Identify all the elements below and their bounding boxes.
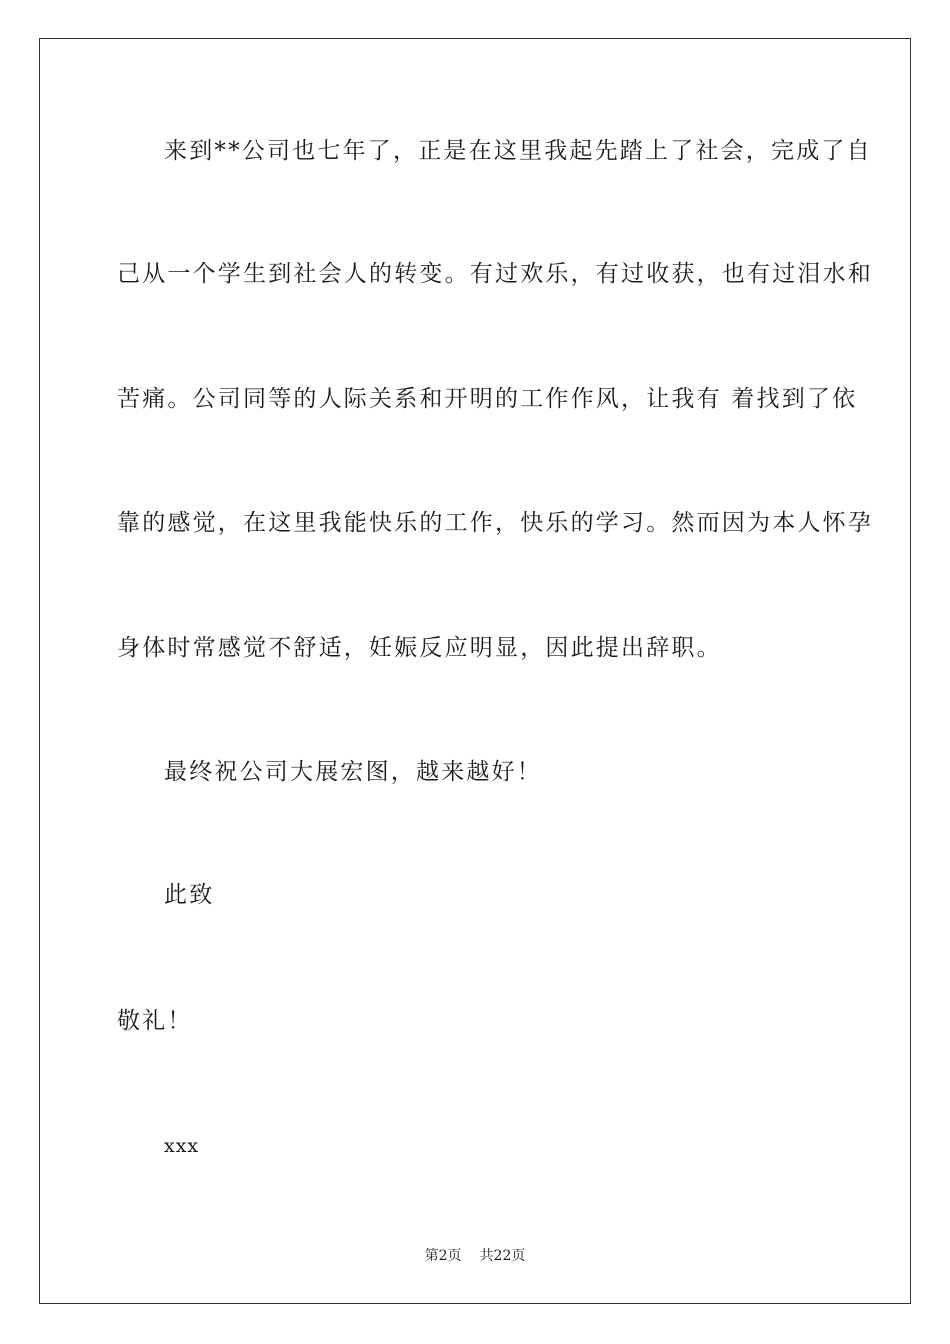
- signature: xxx: [164, 1135, 200, 1157]
- paragraph-line-1: 来到**公司也七年了，正是在这里我起先踏上了社会，完成了自: [164, 138, 872, 164]
- paragraph-line-5: 身体时常感觉不舒适，妊娠反应明显，因此提出辞职。: [117, 635, 722, 661]
- page-number-current: 第2页: [424, 1248, 462, 1264]
- paragraph-line-2: 己从一个学生到社会人的转变。有过欢乐，有过收获，也有过泪水和: [117, 261, 873, 287]
- page-number-total: 共22页: [479, 1248, 526, 1264]
- salutation-jing-li: 敬礼！: [117, 1008, 193, 1034]
- paragraph-line-3: 苦痛。公司同等的人际关系和开明的工作作风，让我有 着找到了依: [117, 386, 858, 412]
- paragraph-line-4: 靠的感觉，在这里我能快乐的工作，快乐的学习。然而因为本人怀孕: [117, 510, 873, 536]
- page-footer: [0, 1247, 950, 1265]
- closing-wish: 最终祝公司大展宏图，越来越好！: [164, 759, 542, 785]
- salutation-ci-zhi: 此致: [164, 882, 215, 908]
- page-frame: [39, 38, 911, 1304]
